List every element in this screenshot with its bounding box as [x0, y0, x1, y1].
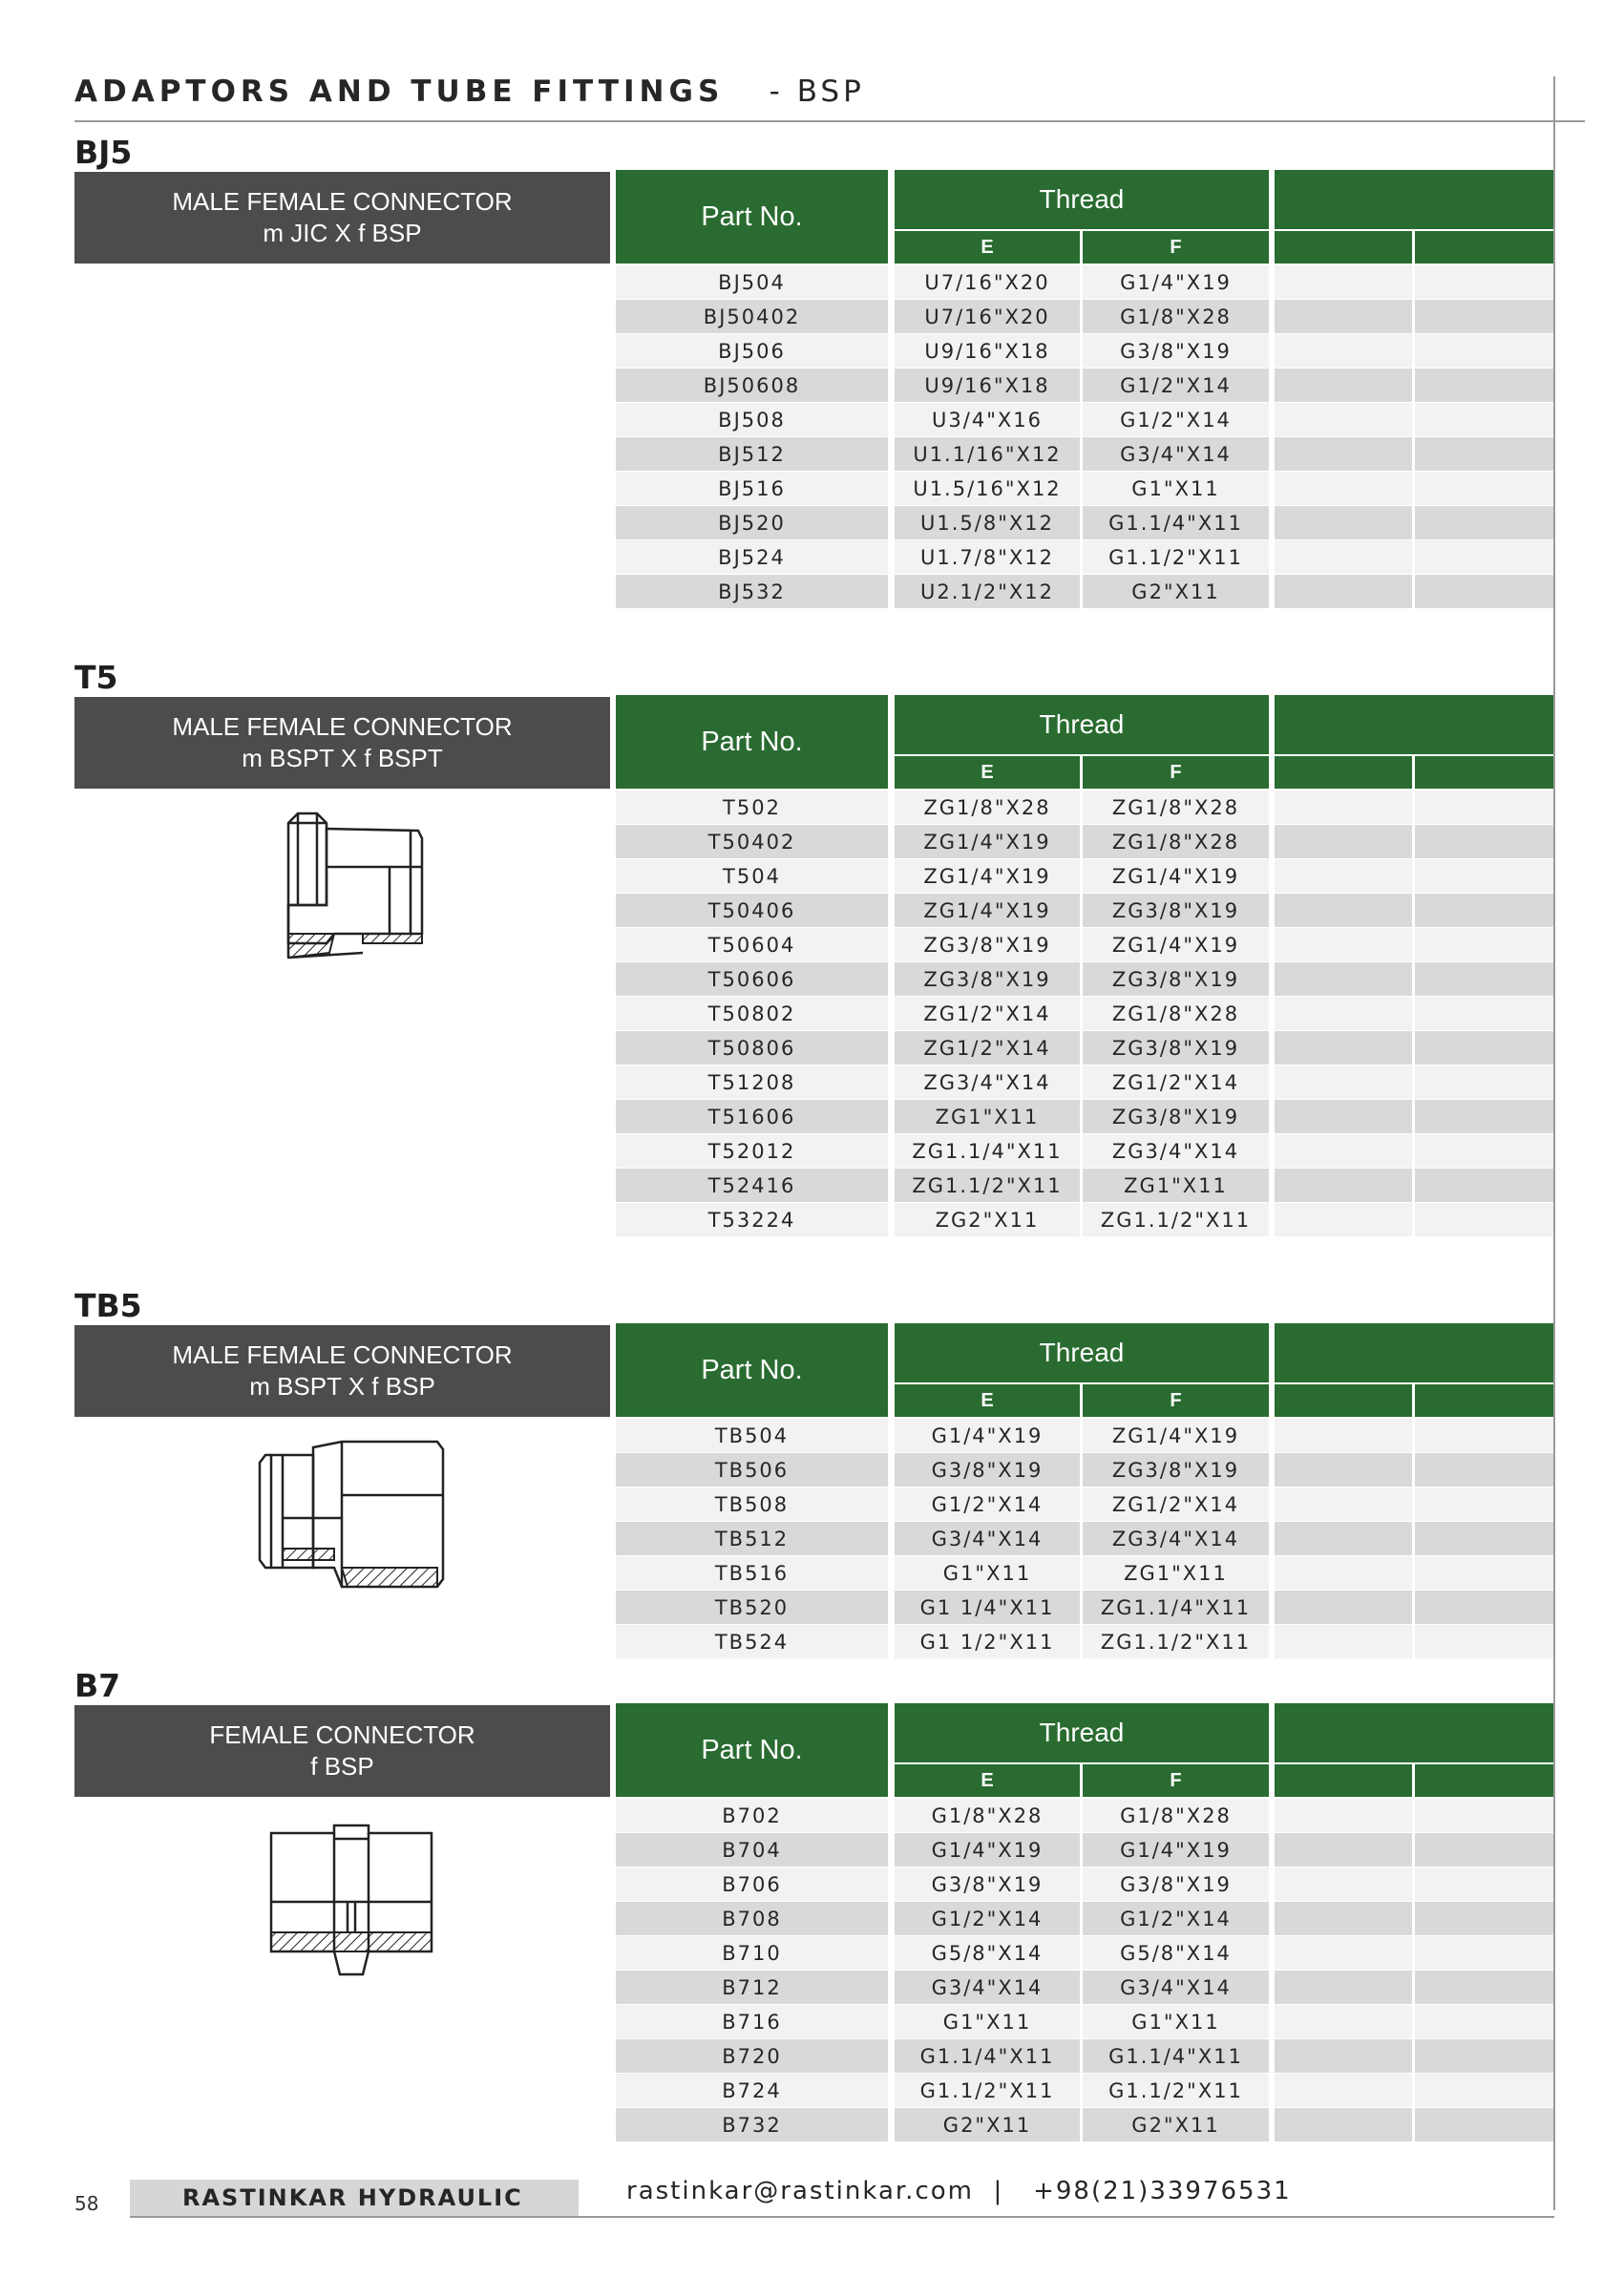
- empty-cell: [1275, 1134, 1412, 1168]
- empty-cell: [1415, 472, 1553, 505]
- empty-cell: [1415, 1419, 1553, 1452]
- thread-e-cell: G3/4"X14: [895, 1971, 1080, 2004]
- empty-cell: [1415, 2039, 1553, 2073]
- part-number-cell: B720: [616, 2039, 888, 2073]
- part-number-cell: BJ508: [616, 403, 888, 436]
- empty-cell: [1415, 894, 1553, 927]
- thread-f-cell: G1/2"X14: [1083, 369, 1269, 402]
- thread-f-cell: ZG1/4"X19: [1083, 859, 1269, 893]
- thread-f-cell: ZG3/8"X19: [1083, 1100, 1269, 1133]
- fitting-drawing-b7-icon: [267, 1822, 439, 1984]
- thread-f-cell: G3/4"X14: [1083, 1971, 1269, 2004]
- section-code: BJ5: [74, 134, 133, 171]
- description-line-1: MALE FEMALE CONNECTOR: [172, 1340, 513, 1369]
- empty-cell: [1275, 2039, 1412, 2073]
- empty-cell: [1415, 265, 1553, 299]
- thread-header: Thread: [895, 695, 1269, 754]
- section-code: B7: [74, 1667, 121, 1704]
- thread-f-cell: ZG1/8"X28: [1083, 791, 1269, 824]
- empty-cell: [1275, 1833, 1412, 1867]
- extra-header: [1275, 1323, 1553, 1382]
- page-title: [74, 74, 865, 109]
- empty-cell: [1415, 1799, 1553, 1832]
- e-header: E: [895, 1384, 1080, 1417]
- empty-cell: [1275, 334, 1412, 368]
- thread-e-cell: G3/8"X19: [895, 1867, 1080, 1901]
- thread-e-cell: G1"X11: [895, 1556, 1080, 1590]
- thread-f-cell: G1.1/2"X11: [1083, 2074, 1269, 2107]
- part-number-cell: T502: [616, 791, 888, 824]
- empty-cell: [1275, 1936, 1412, 1970]
- thread-f-cell: G1"X11: [1083, 472, 1269, 505]
- fitting-drawing-t5-icon: [277, 810, 439, 962]
- empty-cell: [1275, 1522, 1412, 1555]
- thread-e-cell: ZG1/2"X14: [895, 1031, 1080, 1065]
- thread-f-cell: ZG3/8"X19: [1083, 1453, 1269, 1487]
- f-header: F: [1083, 231, 1269, 264]
- thread-f-cell: ZG1.1/2"X11: [1083, 1625, 1269, 1658]
- extra-subheader-1: [1275, 1384, 1412, 1417]
- extra-subheader-2: [1415, 1384, 1553, 1417]
- thread-e-cell: G1/4"X19: [895, 1833, 1080, 1867]
- thread-f-cell: ZG1/2"X14: [1083, 1487, 1269, 1521]
- thread-f-cell: G3/8"X19: [1083, 1867, 1269, 1901]
- part-number-cell: TB512: [616, 1522, 888, 1555]
- e-header: E: [895, 756, 1080, 789]
- f-header: F: [1083, 1764, 1269, 1797]
- contact-phone[interactable]: +98(21)33976531: [1033, 2177, 1292, 2205]
- empty-cell: [1415, 403, 1553, 436]
- thread-f-cell: G1/8"X28: [1083, 1799, 1269, 1832]
- description-line-2: m JIC X f BSP: [263, 219, 422, 247]
- empty-cell: [1275, 894, 1412, 927]
- thread-e-cell: ZG2"X11: [895, 1203, 1080, 1236]
- empty-cell: [1275, 1902, 1412, 1935]
- thread-f-cell: G1.1/2"X11: [1083, 540, 1269, 574]
- thread-e-cell: ZG3/8"X19: [895, 962, 1080, 996]
- part-number-cell: B704: [616, 1833, 888, 1867]
- thread-f-cell: ZG1.1/4"X11: [1083, 1591, 1269, 1624]
- empty-cell: [1415, 859, 1553, 893]
- empty-cell: [1415, 1971, 1553, 2004]
- thread-f-cell: ZG1"X11: [1083, 1556, 1269, 1590]
- extra-subheader-2: [1415, 231, 1553, 264]
- empty-cell: [1415, 1065, 1553, 1099]
- thread-e-cell: G1 1/4"X11: [895, 1591, 1080, 1624]
- thread-f-cell: G2"X11: [1083, 2108, 1269, 2141]
- empty-cell: [1275, 369, 1412, 402]
- part-number-cell: B712: [616, 1971, 888, 2004]
- description-line-2: m BSPT X f BSPT: [242, 744, 443, 772]
- description-line-2: m BSPT X f BSP: [249, 1372, 435, 1401]
- part-number-cell: TB508: [616, 1487, 888, 1521]
- empty-cell: [1415, 1556, 1553, 1590]
- right-margin-rule: [1553, 76, 1555, 2210]
- thread-e-cell: U3/4"X16: [895, 403, 1080, 436]
- thread-e-cell: G1 1/2"X11: [895, 1625, 1080, 1658]
- thread-f-cell: G1.1/4"X11: [1083, 2039, 1269, 2073]
- empty-cell: [1415, 575, 1553, 608]
- empty-cell: [1275, 825, 1412, 858]
- thread-f-cell: G1/8"X28: [1083, 300, 1269, 333]
- thread-f-cell: ZG3/8"X19: [1083, 962, 1269, 996]
- thread-header: Thread: [895, 1703, 1269, 1762]
- thread-f-cell: ZG3/8"X19: [1083, 894, 1269, 927]
- section-description: [74, 697, 610, 789]
- empty-cell: [1275, 540, 1412, 574]
- empty-cell: [1415, 2074, 1553, 2107]
- empty-cell: [1415, 1902, 1553, 1935]
- thread-f-cell: ZG3/4"X14: [1083, 1134, 1269, 1168]
- part-number-cell: T504: [616, 859, 888, 893]
- part-number-cell: T52416: [616, 1169, 888, 1202]
- header-divider: [74, 120, 1585, 122]
- thread-f-cell: G1/4"X19: [1083, 1833, 1269, 1867]
- thread-f-cell: ZG3/8"X19: [1083, 1031, 1269, 1065]
- section-description: [74, 1325, 610, 1417]
- empty-cell: [1275, 928, 1412, 961]
- thread-e-cell: ZG1.1/2"X11: [895, 1169, 1080, 1202]
- extra-subheader-1: [1275, 231, 1412, 264]
- thread-e-cell: G1/2"X14: [895, 1487, 1080, 1521]
- empty-cell: [1275, 2005, 1412, 2038]
- thread-e-cell: U7/16"X20: [895, 265, 1080, 299]
- empty-cell: [1415, 997, 1553, 1030]
- thread-header: Thread: [895, 170, 1269, 229]
- empty-cell: [1415, 1591, 1553, 1624]
- part-no-header: Part No.: [616, 1323, 888, 1417]
- thread-f-cell: G3/8"X19: [1083, 334, 1269, 368]
- empty-cell: [1275, 1169, 1412, 1202]
- empty-cell: [1275, 1203, 1412, 1236]
- empty-cell: [1275, 1031, 1412, 1065]
- section-code: TB5: [74, 1287, 142, 1324]
- empty-cell: [1275, 962, 1412, 996]
- section-description: [74, 1705, 610, 1797]
- empty-cell: [1275, 506, 1412, 539]
- empty-cell: [1415, 1031, 1553, 1065]
- part-number-cell: BJ532: [616, 575, 888, 608]
- thread-e-cell: ZG1/2"X14: [895, 997, 1080, 1030]
- empty-cell: [1275, 403, 1412, 436]
- part-number-cell: TB524: [616, 1625, 888, 1658]
- part-number-cell: B724: [616, 2074, 888, 2107]
- thread-e-cell: ZG1.1/4"X11: [895, 1134, 1080, 1168]
- description-line-2: f BSP: [310, 1752, 374, 1781]
- thread-e-cell: U2.1/2"X12: [895, 575, 1080, 608]
- description-line-1: MALE FEMALE CONNECTOR: [172, 187, 513, 216]
- part-number-cell: BJ50608: [616, 369, 888, 402]
- extra-header: [1275, 1703, 1553, 1762]
- part-number-cell: B706: [616, 1867, 888, 1901]
- empty-cell: [1275, 997, 1412, 1030]
- empty-cell: [1275, 1867, 1412, 1901]
- empty-cell: [1275, 472, 1412, 505]
- empty-cell: [1275, 265, 1412, 299]
- empty-cell: [1415, 1487, 1553, 1521]
- f-header: F: [1083, 1384, 1269, 1417]
- empty-cell: [1415, 1134, 1553, 1168]
- part-number-cell: BJ516: [616, 472, 888, 505]
- empty-cell: [1275, 791, 1412, 824]
- e-header: E: [895, 231, 1080, 264]
- thread-e-cell: G1/4"X19: [895, 1419, 1080, 1452]
- description-line-1: FEMALE CONNECTOR: [209, 1720, 475, 1749]
- part-number-cell: T50802: [616, 997, 888, 1030]
- part-number-cell: TB506: [616, 1453, 888, 1487]
- empty-cell: [1275, 1487, 1412, 1521]
- thread-e-cell: G1.1/4"X11: [895, 2039, 1080, 2073]
- thread-e-cell: G1/2"X14: [895, 1902, 1080, 1935]
- empty-cell: [1415, 1867, 1553, 1901]
- part-number-cell: T51606: [616, 1100, 888, 1133]
- thread-e-cell: ZG1"X11: [895, 1100, 1080, 1133]
- empty-cell: [1275, 575, 1412, 608]
- thread-e-cell: G3/4"X14: [895, 1522, 1080, 1555]
- part-number-cell: BJ504: [616, 265, 888, 299]
- thread-e-cell: ZG3/4"X14: [895, 1065, 1080, 1099]
- part-number-cell: TB520: [616, 1591, 888, 1624]
- thread-e-cell: ZG1/4"X19: [895, 894, 1080, 927]
- empty-cell: [1275, 859, 1412, 893]
- thread-e-cell: U1.5/8"X12: [895, 506, 1080, 539]
- empty-cell: [1415, 1169, 1553, 1202]
- thread-e-cell: G5/8"X14: [895, 1936, 1080, 1970]
- thread-e-cell: ZG1/8"X28: [895, 791, 1080, 824]
- part-number-cell: B710: [616, 1936, 888, 1970]
- thread-e-cell: ZG3/8"X19: [895, 928, 1080, 961]
- thread-f-cell: G1.1/4"X11: [1083, 506, 1269, 539]
- e-header: E: [895, 1764, 1080, 1797]
- part-number-cell: BJ50402: [616, 300, 888, 333]
- company-name: RASTINKAR HYDRAULIC: [130, 2180, 579, 2216]
- section-code: T5: [74, 659, 118, 696]
- thread-f-cell: G2"X11: [1083, 575, 1269, 608]
- part-no-header: Part No.: [616, 695, 888, 789]
- thread-f-cell: ZG1"X11: [1083, 1169, 1269, 1202]
- f-header: F: [1083, 756, 1269, 789]
- part-number-cell: BJ520: [616, 506, 888, 539]
- empty-cell: [1415, 791, 1553, 824]
- part-no-header: Part No.: [616, 170, 888, 264]
- thread-e-cell: U1.5/16"X12: [895, 472, 1080, 505]
- empty-cell: [1415, 2108, 1553, 2141]
- thread-f-cell: ZG3/4"X14: [1083, 1522, 1269, 1555]
- empty-cell: [1275, 1591, 1412, 1624]
- part-number-cell: T50604: [616, 928, 888, 961]
- empty-cell: [1415, 1453, 1553, 1487]
- empty-cell: [1275, 2108, 1412, 2141]
- contact-email[interactable]: rastinkar@rastinkar.com: [626, 2177, 974, 2205]
- thread-e-cell: G1/8"X28: [895, 1799, 1080, 1832]
- part-number-cell: TB516: [616, 1556, 888, 1590]
- extra-subheader-2: [1415, 1764, 1553, 1797]
- part-number-cell: B702: [616, 1799, 888, 1832]
- thread-f-cell: ZG1/8"X28: [1083, 825, 1269, 858]
- section-description: [74, 172, 610, 264]
- page-title-main: ADAPTORS AND TUBE FITTINGS: [74, 74, 725, 109]
- empty-cell: [1415, 369, 1553, 402]
- thread-f-cell: G1/2"X14: [1083, 1902, 1269, 1935]
- thread-f-cell: ZG1/4"X19: [1083, 928, 1269, 961]
- empty-cell: [1415, 1936, 1553, 1970]
- description-line-1: MALE FEMALE CONNECTOR: [172, 712, 513, 741]
- thread-f-cell: G1/4"X19: [1083, 265, 1269, 299]
- extra-subheader-1: [1275, 756, 1412, 789]
- thread-e-cell: G1.1/2"X11: [895, 2074, 1080, 2107]
- part-number-cell: B708: [616, 1902, 888, 1935]
- thread-e-cell: U1.1/16"X12: [895, 437, 1080, 471]
- empty-cell: [1415, 2005, 1553, 2038]
- part-number-cell: T50402: [616, 825, 888, 858]
- empty-cell: [1275, 437, 1412, 471]
- part-number-cell: T51208: [616, 1065, 888, 1099]
- empty-cell: [1415, 1522, 1553, 1555]
- thread-e-cell: ZG1/4"X19: [895, 825, 1080, 858]
- empty-cell: [1415, 1100, 1553, 1133]
- thread-e-cell: ZG1/4"X19: [895, 859, 1080, 893]
- empty-cell: [1275, 1625, 1412, 1658]
- empty-cell: [1415, 334, 1553, 368]
- thread-e-cell: U1.7/8"X12: [895, 540, 1080, 574]
- empty-cell: [1275, 1799, 1412, 1832]
- contact-line: [626, 2177, 1292, 2205]
- thread-f-cell: G1"X11: [1083, 2005, 1269, 2038]
- empty-cell: [1275, 300, 1412, 333]
- thread-f-cell: G1/2"X14: [1083, 403, 1269, 436]
- part-no-header: Part No.: [616, 1703, 888, 1797]
- thread-f-cell: ZG1/4"X19: [1083, 1419, 1269, 1452]
- thread-e-cell: G3/8"X19: [895, 1453, 1080, 1487]
- empty-cell: [1415, 1833, 1553, 1867]
- thread-f-cell: ZG1.1/2"X11: [1083, 1203, 1269, 1236]
- part-number-cell: BJ512: [616, 437, 888, 471]
- thread-e-cell: U9/16"X18: [895, 369, 1080, 402]
- part-number-cell: BJ506: [616, 334, 888, 368]
- empty-cell: [1275, 1419, 1412, 1452]
- empty-cell: [1275, 1065, 1412, 1099]
- part-number-cell: T53224: [616, 1203, 888, 1236]
- empty-cell: [1415, 962, 1553, 996]
- extra-header: [1275, 695, 1553, 754]
- thread-header: Thread: [895, 1323, 1269, 1382]
- extra-subheader-1: [1275, 1764, 1412, 1797]
- empty-cell: [1415, 1203, 1553, 1236]
- part-number-cell: T50606: [616, 962, 888, 996]
- thread-f-cell: G3/4"X14: [1083, 437, 1269, 471]
- thread-e-cell: U9/16"X18: [895, 334, 1080, 368]
- thread-f-cell: ZG1/2"X14: [1083, 1065, 1269, 1099]
- part-number-cell: BJ524: [616, 540, 888, 574]
- empty-cell: [1415, 506, 1553, 539]
- empty-cell: [1275, 1556, 1412, 1590]
- empty-cell: [1275, 1453, 1412, 1487]
- page-title-sub: - BSP: [769, 74, 865, 109]
- empty-cell: [1275, 1100, 1412, 1133]
- empty-cell: [1275, 2074, 1412, 2107]
- fitting-drawing-tb5-icon: [256, 1438, 447, 1591]
- footer-divider: [130, 2216, 1554, 2218]
- extra-subheader-2: [1415, 756, 1553, 789]
- empty-cell: [1275, 1971, 1412, 2004]
- thread-f-cell: ZG1/8"X28: [1083, 997, 1269, 1030]
- empty-cell: [1415, 300, 1553, 333]
- part-number-cell: B716: [616, 2005, 888, 2038]
- empty-cell: [1415, 1625, 1553, 1658]
- thread-e-cell: G2"X11: [895, 2108, 1080, 2141]
- empty-cell: [1415, 825, 1553, 858]
- part-number-cell: TB504: [616, 1419, 888, 1452]
- part-number-cell: T52012: [616, 1134, 888, 1168]
- page-number: 58: [74, 2192, 99, 2215]
- contact-separator: |: [993, 2177, 1004, 2205]
- thread-e-cell: G1"X11: [895, 2005, 1080, 2038]
- thread-e-cell: U7/16"X20: [895, 300, 1080, 333]
- empty-cell: [1415, 437, 1553, 471]
- thread-f-cell: G5/8"X14: [1083, 1936, 1269, 1970]
- part-number-cell: T50406: [616, 894, 888, 927]
- part-number-cell: T50806: [616, 1031, 888, 1065]
- extra-header: [1275, 170, 1553, 229]
- part-number-cell: B732: [616, 2108, 888, 2141]
- empty-cell: [1415, 928, 1553, 961]
- empty-cell: [1415, 540, 1553, 574]
